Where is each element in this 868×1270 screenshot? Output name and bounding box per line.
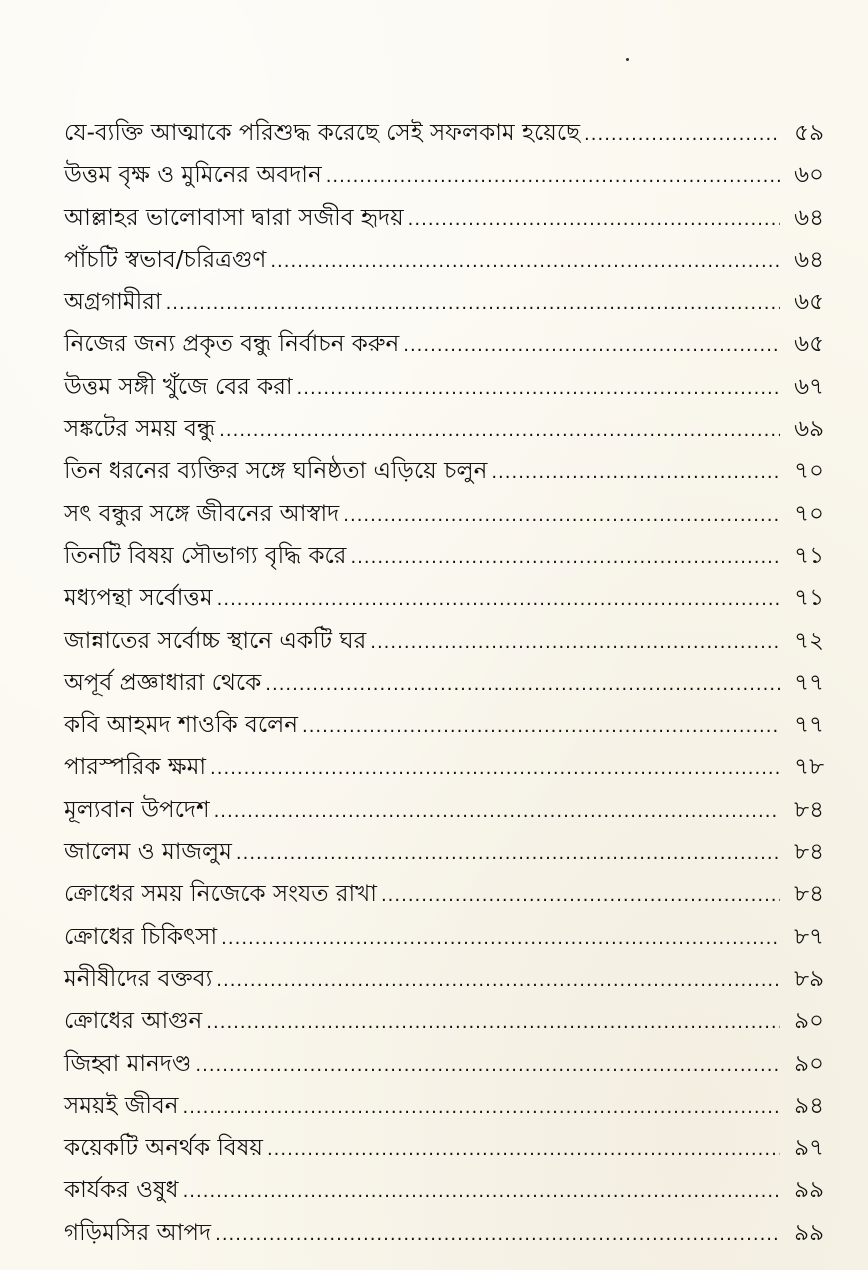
toc-entry [64, 408, 824, 450]
toc-entry [64, 704, 824, 746]
toc-entry-page: ৮৭ [794, 923, 824, 950]
dot-leader [326, 156, 780, 198]
toc-entry-title: জিহ্বা মানদণ্ড [64, 1050, 192, 1077]
toc-entry [64, 1212, 824, 1254]
toc-entry [64, 154, 824, 196]
dot-leader [350, 537, 780, 579]
toc-entry-page: ৬০ [794, 162, 824, 189]
toc-entry-title: তিন ধরনের ব্যক্তির সঙ্গে ঘনিষ্ঠতা এড়িয়ে চলুন [64, 458, 488, 485]
dot-leader [584, 114, 780, 156]
toc-entry [64, 112, 824, 154]
toc-entry-page: ৬৭ [794, 373, 824, 400]
dot-leader [166, 283, 780, 325]
toc-entry [64, 281, 824, 323]
dot-leader [217, 579, 780, 621]
toc-entry-title: পারস্পরিক ক্ষমা [64, 754, 207, 781]
toc-entry-page: ৬৫ [794, 331, 824, 358]
toc-entry [64, 1000, 824, 1042]
table-of-contents [64, 112, 824, 1254]
toc-entry-page: ৯০ [794, 1008, 824, 1035]
toc-entry [64, 662, 824, 704]
dot-leader [236, 833, 780, 875]
dot-leader [403, 325, 780, 367]
toc-entry [64, 535, 824, 577]
dot-leader [491, 452, 780, 494]
toc-entry-title: জালেম ও মাজলুম [64, 839, 232, 866]
toc-entry [64, 239, 824, 281]
toc-entry [64, 1043, 824, 1085]
toc-entry [64, 577, 824, 619]
toc-entry-page: ৬৯ [794, 416, 824, 443]
toc-entry-page: ৭০ [794, 458, 824, 485]
toc-entry-page: ৭২ [794, 627, 824, 654]
paper-speck [626, 58, 629, 61]
toc-entry-page: ৫৯ [794, 120, 824, 146]
toc-entry-title: যে-ব্যক্তি আত্মাকে পরিশুদ্ধ করেছে সেই সফলকাম হয়েছে [64, 120, 581, 146]
toc-entry-title: কার্যকর ওষুধ [64, 1177, 179, 1204]
toc-entry-title: উত্তম বৃক্ষ ও মুমিনের অবদান [64, 162, 322, 189]
toc-entry-page: ৯৯ [794, 1177, 824, 1204]
dot-leader [381, 875, 780, 917]
toc-entry-page: ৯০ [794, 1050, 824, 1077]
dot-leader [297, 368, 780, 410]
toc-entry-page: ৭১ [794, 542, 824, 569]
toc-entry [64, 746, 824, 788]
toc-entry [64, 197, 824, 239]
dot-leader [183, 1171, 780, 1213]
toc-entry-title: ক্রোধের আগুন [64, 1008, 203, 1035]
toc-entry-page: ৮৯ [794, 965, 824, 992]
toc-entry [64, 831, 824, 873]
toc-entry [64, 789, 824, 831]
toc-entry-title: আল্লাহর ভালোবাসা দ্বারা সজীব হৃদয় [64, 204, 404, 231]
toc-entry-page: ৮৪ [794, 796, 824, 823]
toc-entry-title: সঙ্কটের সময় বন্ধু [64, 416, 216, 443]
toc-entry-title: অগ্রগামীরা [64, 289, 162, 316]
toc-entry-page: ৬৪ [794, 204, 824, 231]
toc-entry-title: মূল্যবান উপদেশ [64, 796, 210, 823]
toc-entry-title: অপূর্ব প্রজ্ঞাধারা থেকে [64, 669, 262, 696]
dot-leader [408, 199, 780, 241]
toc-entry-title: গড়িমসির আপদ [64, 1219, 212, 1246]
toc-entry [64, 1127, 824, 1169]
toc-entry [64, 450, 824, 492]
dot-leader [265, 664, 780, 706]
toc-entry-page: ৭৮ [794, 754, 824, 781]
toc-entry-page: ৯৭ [794, 1135, 824, 1162]
toc-entry-title: ক্রোধের চিকিৎসা [64, 923, 218, 950]
toc-entry [64, 873, 824, 915]
dot-leader [370, 622, 780, 664]
toc-entry-page: ৬৪ [794, 246, 824, 273]
toc-entry-title: ক্রোধের সময় নিজেকে সংযত রাখা [64, 881, 377, 908]
toc-entry-title: নিজের জন্য প্রকৃত বন্ধু নির্বাচন করুন [64, 331, 400, 358]
toc-entry-title: উত্তম সঙ্গী খুঁজে বের করা [64, 373, 293, 400]
toc-entry-page: ৬৫ [794, 289, 824, 316]
toc-entry-title: কবি আহমদ শাওকি বলেন [64, 712, 298, 739]
toc-entry-title: পাঁচটি স্বভাব/চরিত্রগুণ [64, 246, 267, 273]
dot-leader [216, 960, 780, 1002]
dot-leader [270, 241, 780, 283]
dot-leader [195, 1045, 780, 1087]
dot-leader [210, 748, 780, 790]
dot-leader [215, 1214, 780, 1256]
toc-entry-page: ৮৪ [794, 881, 824, 908]
dot-leader [206, 1002, 780, 1044]
toc-entry-title: সৎ বন্ধুর সঙ্গে জীবনের আস্বাদ [64, 500, 340, 527]
toc-entry [64, 916, 824, 958]
toc-entry-title: তিনটি বিষয় সৌভাগ্য বৃদ্ধি করে [64, 542, 347, 569]
dot-leader [182, 1087, 780, 1129]
toc-entry-page: ৯৯ [794, 1219, 824, 1246]
toc-entry [64, 1085, 824, 1127]
dot-leader [221, 918, 780, 960]
dot-leader [343, 495, 780, 537]
dot-leader [214, 791, 780, 833]
toc-entry [64, 958, 824, 1000]
dot-leader [302, 706, 780, 748]
dot-leader [219, 410, 780, 452]
toc-entry [64, 366, 824, 408]
toc-entry-title: মধ্যপন্থা সর্বোত্তম [64, 585, 213, 612]
toc-entry [64, 493, 824, 535]
dot-leader [267, 1129, 780, 1171]
toc-entry-title: জান্নাতের সর্বোচ্চ স্থানে একটি ঘর [64, 627, 367, 654]
toc-entry-page: ৭১ [794, 585, 824, 612]
toc-entry-page: ৭০ [794, 500, 824, 527]
toc-entry-page: ৯৪ [794, 1092, 824, 1119]
toc-entry-page: ৭৭ [794, 669, 824, 696]
toc-entry [64, 323, 824, 365]
toc-entry-page: ৮৪ [794, 839, 824, 866]
toc-entry-page: ৭৭ [794, 712, 824, 739]
toc-entry-title: সময়ই জীবন [64, 1092, 179, 1119]
toc-entry-title: মনীষীদের বক্তব্য [64, 965, 213, 992]
toc-entry-title: কয়েকটি অনর্থক বিষয় [64, 1135, 263, 1162]
toc-entry [64, 1169, 824, 1211]
toc-entry [64, 620, 824, 662]
